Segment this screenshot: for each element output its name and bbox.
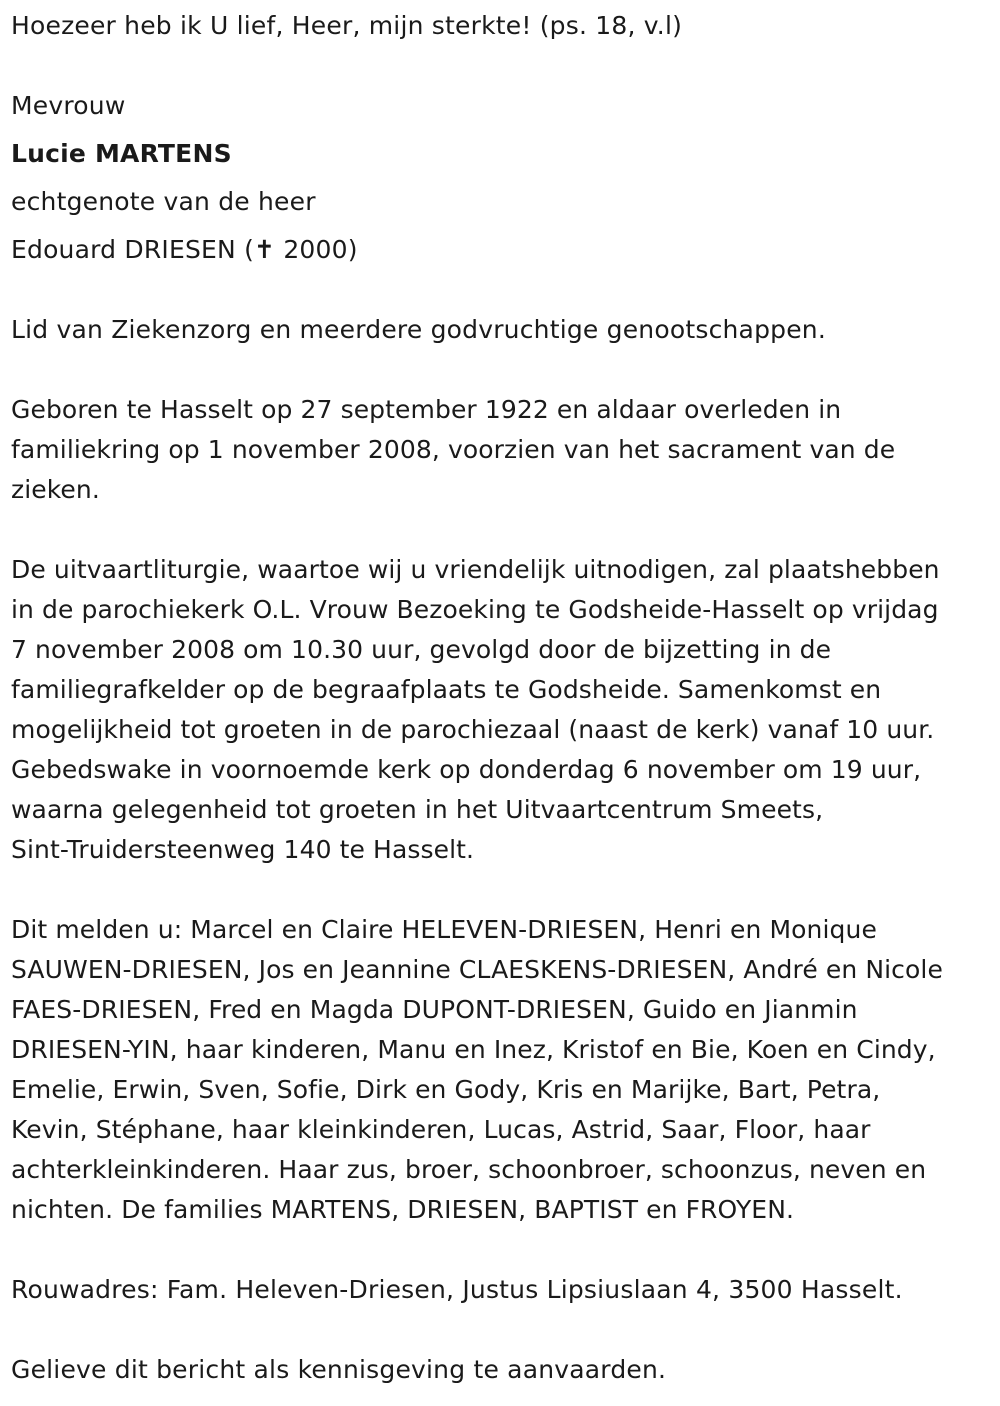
mourning-address: Rouwadres: Fam. Heleven-Driesen, Justus Lipsiuslaan 4, 3500 Hasselt. [11,1275,903,1304]
paragraph-line: achterkleinkinderen. Haar zus, broer, schoonbroer, schoonzus, neven en [11,1155,927,1184]
paragraph-line: 7 november 2008 om 10.30 uur, gevolgd door de bijzetting in de [11,635,832,664]
paragraph-line: Sint-Truidersteenweg 140 te Hasselt. [11,835,475,864]
paragraph-line: mogelijkheid tot groeten in de parochiezaal (naast de kerk) vanaf 10 uur. [11,715,935,744]
paragraph-line: nichten. De families MARTENS, DRIESEN, BAPTIST en FROYEN. [11,1195,795,1224]
membership-text: Lid van Ziekenzorg en meerdere godvruchtige genootschappen. [11,315,826,344]
paragraph-line: familiekring op 1 november 2008, voorzien van het sacrament van de [11,435,896,464]
closing-text: Gelieve dit bericht als kennisgeving te aanvaarden. [11,1355,667,1384]
paragraph-line: FAES-DRIESEN, Fred en Magda DUPONT-DRIESEN, Guido en Jianmin [11,995,858,1024]
paragraph-line: De uitvaartliturgie, waartoe wij u vriendelijk uitnodigen, zal plaatshebben [11,555,940,584]
paragraph-line: familiegrafkelder op de begraafplaats te Godsheide. Samenkomst en [11,675,882,704]
paragraph-line: waarna gelegenheid tot groeten in het Uitvaartcentrum Smeets, [11,795,824,824]
paragraph-line: Kevin, Stéphane, haar kleinkinderen, Lucas, Astrid, Saar, Floor, haar [11,1115,871,1144]
psalm-verse: Hoezeer heb ik U lief, Heer, mijn sterkte! (ps. 18, v.l) [11,11,683,40]
paragraph-line: Emelie, Erwin, Sven, Sofie, Dirk en Gody, Kris en Marijke, Bart, Petra, [11,1075,881,1104]
spouse-line-1: echtgenote van de heer [11,187,316,216]
spouse-line-2: Edouard DRIESEN (✝ 2000) [11,235,358,264]
birth-death-paragraph [11,390,991,510]
paragraph-line: Gebedswake in voornoemde kerk op donderdag 6 november om 19 uur, [11,755,922,784]
paragraph-line: SAUWEN-DRIESEN, Jos en Jeannine CLAESKENS-DRIESEN, André en Nicole [11,955,943,984]
funeral-paragraph [11,550,991,870]
paragraph-line: Geboren te Hasselt op 27 september 1922 en aldaar overleden in [11,395,842,424]
announcers-paragraph [11,910,991,1230]
paragraph-line: Dit melden u: Marcel en Claire HELEVEN-DRIESEN, Henri en Monique [11,915,877,944]
paragraph-line: DRIESEN-YIN, haar kinderen, Manu en Inez, Kristof en Bie, Koen en Cindy, [11,1035,936,1064]
deceased-name: Lucie MARTENS [11,139,232,168]
paragraph-line: zieken. [11,475,100,504]
salutation: Mevrouw [11,91,126,120]
paragraph-line: in de parochiekerk O.L. Vrouw Bezoeking te Godsheide-Hasselt op vrijdag [11,595,939,624]
